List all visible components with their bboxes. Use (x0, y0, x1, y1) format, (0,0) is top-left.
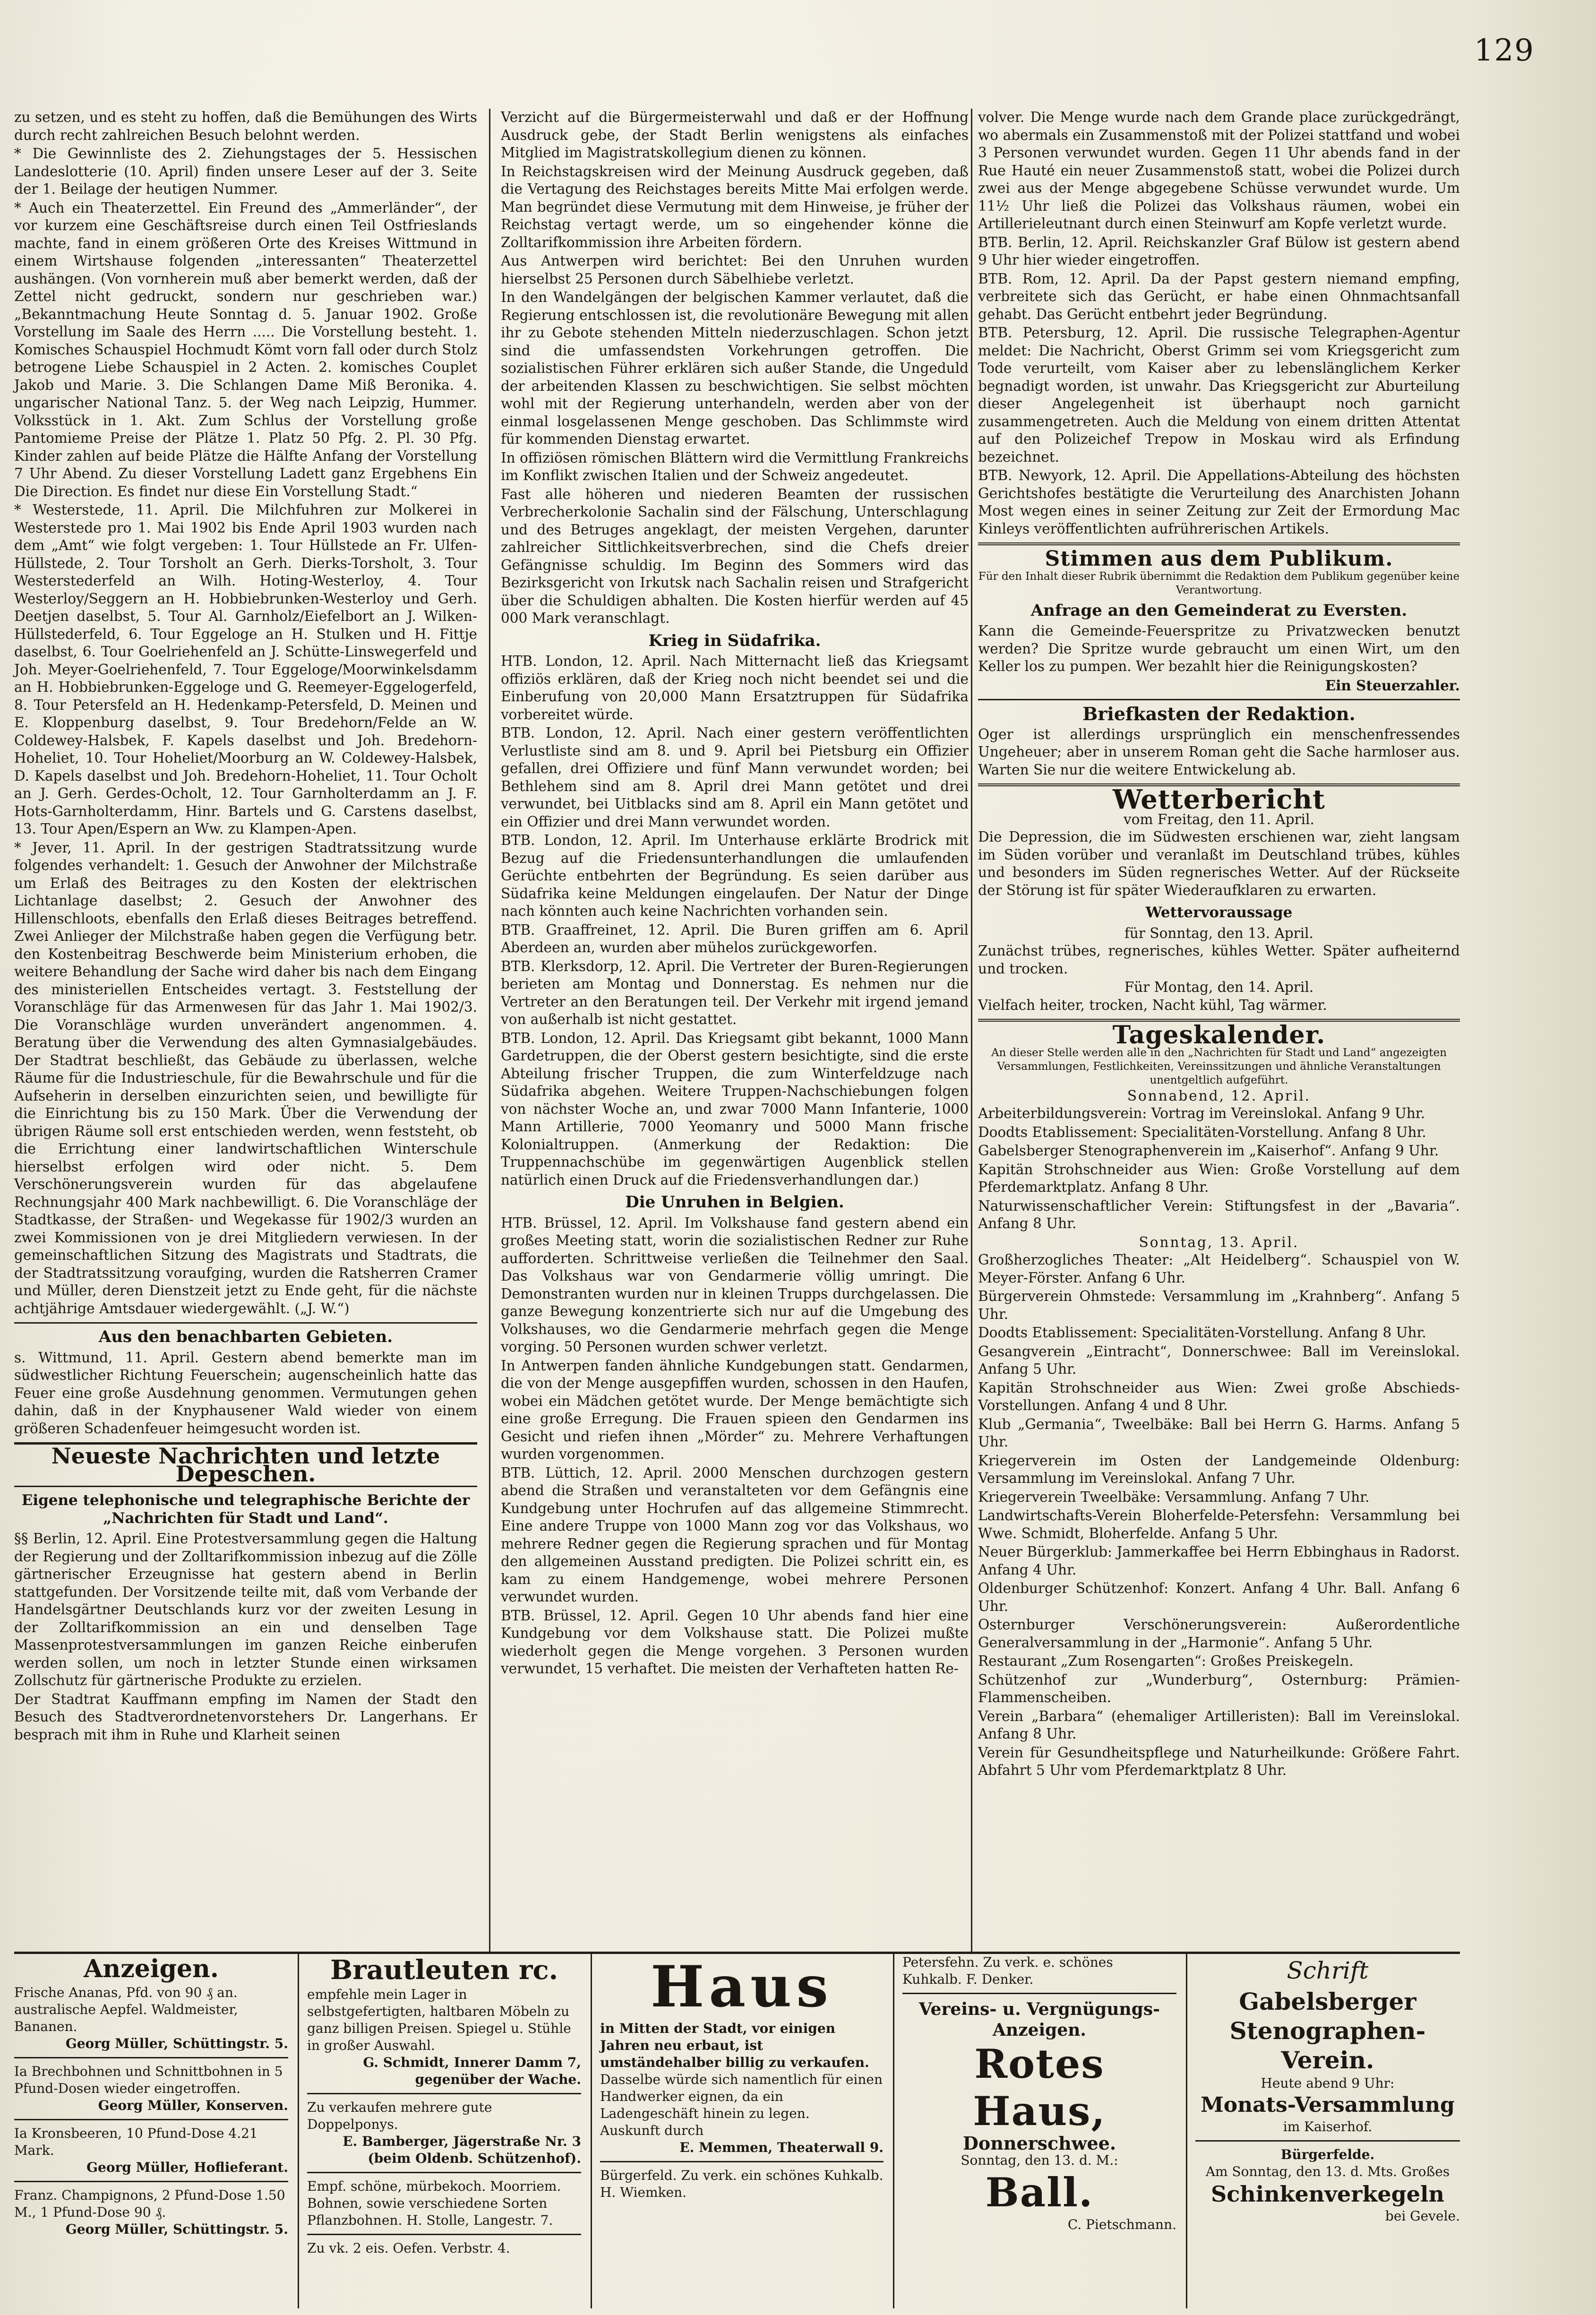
article-london-1: HTB. London, 12. April. Nach Mitternacht ließ das Kriegsamt offiziös erklären, daß der Krieg noch nicht beendet sei und die Einberufung von 20,000 Mann Ersatztruppen für Südafrika vorbereitet würde. (501, 653, 969, 723)
article-buelow: BTB. Berlin, 12. April. Reichskanzler Graf Bülow ist gestern abend 9 Uhr hier wieder eingetroffen. (978, 234, 1460, 268)
voraussage-text-2: Vielfach heiter, trocken, Nacht kühl, Tag wärmer. (978, 997, 1327, 1013)
calendar-entry: Großherzogliches Theater: „Alt Heidelberg“. Schauspiel von W. Meyer-Förster. Anfang 6 Uhr. (978, 1252, 1460, 1286)
ad-gabelsberger (1195, 1954, 1460, 2225)
page-number: 129 (1474, 33, 1535, 68)
calendar-entry: Gesangverein „Eintracht“, Donnerschwee: Ball im Vereinslokal. Anfang 5 Uhr. (978, 1343, 1460, 1377)
voraussage-day-2: Für Montag, den 14. April. (1124, 979, 1314, 995)
section-heading-nachbar: Aus den benachbarten Gebieten. (98, 1327, 393, 1346)
column-rule (489, 109, 490, 1952)
section-heading-stimmen: Stimmen aus dem Publikum. (1045, 547, 1393, 571)
article-briefkasten: Oger ist allerdings ursprünglich ein menschenfressendes Ungeheuer; aber in unserem Roman geht die Sache harmloser aus. Warten Sie nur die weitere Entwickelung ab. (978, 726, 1460, 778)
ad-line: Franz. Champignons, 2 Pfund-Dose 1.50 M., 1 Pfund-Dose 90 ₰. (14, 2187, 285, 2220)
ad-separator (298, 1954, 299, 2308)
column-1 (14, 109, 477, 1745)
divider (14, 2119, 288, 2120)
ad-line: Auskunft durch (600, 2123, 704, 2138)
calendar-entry: Neuer Bürgerklub: Jammerkaffee bei Herrn Ebbinghaus in Radorst. Anfang 4 Uhr. (978, 1544, 1460, 1578)
article-wittmund: s. Wittmund, 11. April. Gestern abend bemerkte man im südwestlicher Richtung Feuerschein; augenscheinlich hatte das Feuer eine große Ausdehnung genommen. Vermutungen gehen dahin, daß in der Knyphausener Wald wieder von einem größeren Schadenfeuer heimgesucht worden ist. (14, 1349, 477, 1437)
ad-rotes-haus (902, 1954, 1176, 2233)
calendar-entry: Klub „Germania“, Tweelbäke: Ball bei Herrn G. Harms. Anfang 5 Uhr. (978, 1416, 1460, 1450)
ad-line: Dasselbe würde sich namentlich für einen Handwerker eignen, da ein Ladengeschäft hinein zu legen. (600, 2072, 883, 2121)
ad-line: Heute abend 9 Uhr: (1261, 2075, 1395, 2091)
column-2 (501, 109, 969, 1679)
ad-title: Anzeigen. (84, 1954, 219, 1983)
article-lottery: * Die Gewinnliste des 2. Ziehungstages der 5. Hessischen Landeslotterie (10. April) finden unsere Leser auf der 3. Seite der 1. Beilage der heutigen Nummer. (14, 146, 477, 197)
calendar-entry: Kriegerverein Tweelbäke: Versammlung. Anfang 7 Uhr. (978, 1489, 1370, 1505)
ad-line: empfehle mein Lager in selbstgefertigten, haltbaren Möbeln zu ganz billigen Preisen. Spiegel u. Stühle in großer Auswahl. (307, 1987, 571, 2053)
ad-line: Empf. schöne, mürbekoch. Moorriem. Bohnen, sowie verschiedene Sorten Pflanzbohnen. H. Stolle, Langestr. 7. (307, 2178, 561, 2228)
advertisements-section (14, 1952, 1460, 2313)
heading-anfrage: Anfrage an den Gemeinderat zu Eversten. (1030, 601, 1407, 620)
ad-separator (1186, 1954, 1187, 2308)
ad-line: Donnerschwee. (962, 2133, 1116, 2154)
divider (902, 1993, 1176, 1994)
article-bruessel-2: BTB. Brüssel, 12. April. Gegen 10 Uhr abends fand hier eine Kundgebung vor dem Volkshause statt. Die Polizei mußte wiederholt gegen die Menge vorgehen. 3 Personen wurden verwundet, 15 verhaftet. Die meisten der Verhafteten hatten Re- (501, 1607, 969, 1677)
ad-line: G. Schmidt, Innerer Damm 7, gegenüber der Wache. (363, 2055, 581, 2087)
divider (14, 2181, 288, 2182)
column-3 (978, 109, 1460, 1781)
ad-rotes-haus-name: Rotes Haus, (973, 2040, 1106, 2134)
section-heading-neueste: Neueste Nachrichten und letzte Depeschen. (14, 1442, 477, 1487)
ad-line: C. Pietschmann. (1067, 2217, 1176, 2232)
ad-anzeigen (14, 1954, 288, 2238)
ad-line: bei Gevele. (1385, 2208, 1460, 2224)
article-bruessel-cont: volver. Die Menge wurde nach dem Grande place zurückgedrängt, wo abermals ein Zusammenstoß mit der Polizei stattfand und wobei 3 Personen verwundet wurden. Gegen 11 Uhr abends fand in der Rue Hauté ein neuer Zusammenstoß statt, wobei die Polizei durch zwei aus der Menge abgegebene Schüsse verwundet wurde. Um 11½ Uhr ließ die Polizei das Volkshaus räumen, wobei ein Artillerieleutnant durch einen Steinwurf am Kopfe verletzt wurde. (978, 109, 1460, 232)
stimmen-note: Für den Inhalt dieser Rubrik übernimmt die Redaktion dem Publikum gegenüber keine Verantwortung. (978, 570, 1460, 596)
calendar-date: Sonntag, 13. April. (1139, 1234, 1299, 1250)
ad-separator (591, 1954, 592, 2308)
tageskalender-note: An dieser Stelle werden alle in den „Nachrichten für Stadt und Land“ angezeigten Versammlungen, Festlichkeiten, Vereinssitzungen und ähnliche Veranstaltungen unentgeltlich aufgeführt. (991, 1046, 1447, 1086)
ad-title: Brautleuten rc. (330, 1954, 558, 1986)
ad-haus (600, 1954, 884, 2201)
divider (307, 2172, 581, 2173)
ad-title: Gabelsberger Stenographen-Verein. (1229, 1988, 1426, 2074)
ad-brautleuten (307, 1954, 581, 2257)
article-bruessel-1: HTB. Brüssel, 12. April. Im Volkshause fand gestern abend ein großes Meeting statt, worin die sozialistischen Redner zur Ruhe aufforderten. Schrittweise verließen die Teilnehmer den Saal. Das Volkshaus war von Gendarmerie völlig umringt. Die Demonstranten wurden nur in kleinen Trupps durchgelassen. Die ganze Bewegung konzentrierte sich nur auf die Umgebung des Volkshauses, wo die Gendarmerie mehrfach gegen die Menge vorging. 50 Personen wurden schwer verletzt. (501, 1214, 969, 1355)
calendar-entry: Restaurant „Zum Rosengarten“: Großes Preiskegeln. (978, 1653, 1354, 1669)
section-heading-tageskalender: Tageskalender. (1112, 1021, 1326, 1050)
article-london-3: BTB. London, 12. April. Im Unterhause erklärte Brodrick mit Bezug auf die Friedensunterhandlungen die umlaufenden Gerüchte entbehrten der Begründung. Es seien darüber aus Südafrika keine Meldungen eingelaufen. Der Natur der Dinge nach könnten auch keine Nachrichten vorhanden sein. (501, 832, 969, 919)
calendar-entry: Kapitän Strohschneider aus Wien: Zwei große Abschieds-Vorstellungen. Anfang 4 und 8 Uhr. (978, 1379, 1460, 1413)
calendar-entry: Doodts Etablissement: Specialitäten-Vorstellung. Anfang 8 Uhr. (978, 1325, 1426, 1341)
calendar-entry: Osternburger Verschönerungsverein: Außerordentliche Generalversammlung in der „Harmonie“. Anfang 5 Uhr. (978, 1617, 1460, 1651)
calendar-entry: Kapitän Strohschneider aus Wien: Große Vorstellung auf dem Pferdemarktplatz. Anfang 8 Uhr. (978, 1161, 1460, 1195)
article-london-2: BTB. London, 12. April. Nach einer gestern veröffentlichten Verlustliste sind am 8. und 9. April bei Pietsburg ein Offizier gefallen, drei Offiziere und fünf Mann verwundet worden; bei Bethlehem sind am 8. April drei Mann getötet und drei verwundet, bei Uitblacks sind am 8. April ein Mann getötet und ein Offizier und drei Mann verwundet worden. (501, 725, 969, 830)
calendar-entry: Verein „Barbara“ (ehemaliger Artilleristen): Ball im Vereinslokal. Anfang 8 Uhr. (978, 1708, 1460, 1742)
calendar-entry: Schützenhof zur „Wunderburg“, Osternburg: Prämien-Flammenscheiben. (978, 1671, 1460, 1705)
shorthand-signature: Schrift (1287, 1957, 1369, 1984)
article-petersburg: BTB. Petersburg, 12. April. Die russische Telegraphen-Agentur meldet: Die Nachricht, Oberst Grimm sei vom Kriegsgericht zum Tode verurteilt, vom Kaiser aber zu lebenslänglichem Kerker begnadigt worden, ist unwahr. Das Kriegsgericht zur Aburteilung dieser Angelegenheit ist überhaupt noch garnicht zusammengetreten. Auch die Meldung von einem dritten Attentat auf den Polizeichef Trepow in Moskau wird als Erfindung bezeichnet. (978, 325, 1460, 465)
ad-line: E. Bamberger, Jägerstraße Nr. 3 (beim Oldenb. Schützenhof). (343, 2134, 581, 2166)
calendar-entry: Bürgerverein Ohmstede: Versammlung im „Krahnberg“. Anfang 5 Uhr. (978, 1288, 1460, 1322)
ad-line: Schinkenverkegeln (1211, 2181, 1444, 2207)
calendar-date: Sonnabend, 12. April. (1127, 1087, 1311, 1104)
article-rom: BTB. Rom, 12. April. Da der Papst gestern niemand empfing, verbreitete sich das Gerücht, er habe einen Ohnmachtsanfall gehabt. Das Gerücht entbehrt jeder Begründung. (978, 270, 1460, 322)
ad-title: Vereins- u. Vergnügungs-Anzeigen. (918, 1999, 1160, 2040)
article-graaffreinet: BTB. Graaffreinet, 12. April. Die Buren griffen am 6. April Aberdeen an, wurden aber mühelos zurückgeworfen. (501, 921, 969, 955)
article-westerstede: * Westerstede, 11. April. Die Milchfuhren zur Molkerei in Westerstede pro 1. Mai 1902 bis Ende April 1903 wurden nach dem „Amt“ wie folgt vergeben: 1. Tour Hüllstede an Fr. Ulfen-Hüllstede, 2. Tour Torsholt an Gerh. Dierks-Torsholt, 3. Tour Westerstederfeld an Wilh. Hoting-Westerloy, 4. Tour Westerloy/Seggern an H. Hobbiebrunken-Westerloy und Gerh. Deetjen daselbst, 5. Tour Al. Garnholz/Eiefelbort an J. Wilken-Hüllstederfeld, 6. Tour Eggeloge an H. Stulken und H. Fittje daselbst, 6. Tour Goelriehenfeld an J. Schütte-Linswegerfeld und Joh. Meyer-Goelriehenfeld, 7. Tour Eggeloge/Moorwinkelsdamm an H. Hobbiebrunken-Eggeloge und G. Reemeyer-Eggelogerfeld, 8. Tour Petersfeld an H. Hedenkamp-Petersfeld, D. Meinen und E. Kloppenburg daselbst, 9. Tour Bredehorn/Felde an W. Coldewey-Halsbek, F. Kapels daselbst und Joh. Bredehorn-Hoheliet, 10. Tour Hoheliet/Moorburg an W. Coldewey-Halsbek, D. Kapels daselbst und Joh. Bredehorn-Hoheliet, 11. Tour Ocholt an J. Gerh. Gerdes-Ocholt, 12. Tour Garnholterdamm an J. F. Hots-Garnholterdamm, Hinr. Bartels und G. Carstens daselbst, 13. Tour Apen/Espern an Ww. zu Klampen-Apen. (14, 502, 477, 837)
ad-line: Zu verkaufen mehrere gute Doppelponys. (307, 2100, 492, 2132)
article-text: Verzicht auf die Bürgermeisterwahl und daß er der Hoffnung Ausdruck gebe, der Stadt Berlin wenigstens als einfaches Mitglied im Magistratskollegium dienen zu können. (501, 109, 969, 161)
ad-line: Zu vk. 2 eis. Oefen. Verbstr. 4. (307, 2240, 510, 2256)
column-rule (971, 109, 972, 1952)
divider (307, 2234, 581, 2235)
calendar-entry: Doodts Etablissement: Specialitäten-Vorstellung. Anfang 8 Uhr. (978, 1124, 1426, 1140)
ad-line: im Kaiserhof. (1283, 2119, 1373, 2134)
article-newyork: BTB. Newyork, 12. April. Die Appellations-Abteilung des höchsten Gerichtshofes bestätigte die Verurteilung des Anarchisten Johann Most wegen eines in seiner Zeitung zur Zeit der Ermordung Mac Kinleys veröffentlichten aufrührerischen Artikels. (978, 467, 1460, 537)
voraussage-day-1: für Sonntag, den 13. April. (1124, 925, 1313, 941)
ad-line: Sonntag, den 13. d. M.: (961, 2152, 1118, 2168)
ad-line: Georg Müller, Hoflieferant. (86, 2160, 288, 2175)
ad-line: Georg Müller, Schüttingstr. 5. (65, 2036, 288, 2051)
article-theaterzettel: * Auch ein Theaterzettel. Ein Freund des „Ammerländer“, der vor kurzem eine Geschäftsreise durch einen Teil Ostfrieslands machte, fand in einem größeren Orte des Kreises Wittmund in einem Wirtshause folgenden „interessanten“ Theaterzettel aushängen. (Von vornherein muß aber bemerkt werden, daß der Zettel nicht gedruckt, sondern nur geschrieben war.) „Bekanntmachung Heute Sonntag d. 5. Januar 1902. Große Vorstellung im Saale des Herrn ..... Die Vorstellung besteht. 1. Komisches Schauspiel Hochmudt Kömt vorn fall oder durch Stolz betrogene Liebe Schauspiel in 2 Acten. 2. komisches Couplet Jakob und Marie. 3. Die Schlangen Dame Miß Beronika. 4. ungarischer National Tanz. 5. der Weg nach Leipzig, Hummer. Volksstück in 1. Akt. Zum Schlus der Vorstellung große Pantomieme Preise der Plätze 1. Platz 50 Pfg. 2. Pl. 30 Pfg. Kinder zahlen auf beide Plätze die Hälfte Anfang der Vorstellung 7 Uhr Abend. Zu dieser Vorstellung Ladett ganz Ergebhens Ein Die Direction. Es findet nur diese Ein Vorstellung Stadt.“ (14, 199, 477, 499)
article-belgische-kammer: In den Wandelgängen der belgischen Kammer verlautet, daß die Regierung entschlossen ist, die revolutionäre Bewegung mit allen ihr zu Gebote stehenden Mitteln niederzuschlagen. Schon jetzt sind die umfassendsten Vorkehrungen getroffen. Die sozialistischen Führer erklären sich außer Stande, die Ungeduld der arbeitenden Klassen zu beschwichtigen. Sie selbst möchten wohl mit der Regierung unterhandeln, werden aber von der einmal losgelassenen Menge geschoben. Das Schlimmste wird für kommenden Dienstag erwartet. (501, 289, 969, 447)
ad-line: Petersfehn. Zu verk. e. schönes Kuhkalb. F. Denker. (902, 1954, 1113, 1987)
article-berlin-protest: §§ Berlin, 12. April. Eine Protestversammlung gegen die Haltung der Regierung und der Zolltarifkommission inbezug auf die Zölle gärtnerischer Erzeugnisse hat gestern abend in Berlin stattgefunden. Der Vorsitzende teilte mit, daß vom Verbande der Handelsgärtner Deutschlands kurz vor der zweiten Lesung in der Zolltarifkommission an ein und denselben Tage Massenprotestversammlungen im ganzen Reiche einberufen werden sollen, um noch in letzter Stunde einen wirksamen Zollschutz für gärtnerische Produkte zu erzielen. (14, 1531, 477, 1688)
ad-line: Am Sonntag, den 13. d. Mts. Großes (1205, 2164, 1450, 2179)
divider (600, 2161, 884, 2162)
article-klerksdorp: BTB. Klerksdorp, 12. April. Die Vertreter der Buren-Regierungen berieten am Montag und Donnerstag. Es nehmen nur die Vertreter an den Beratungen teil. Der Verkehr mit irgend jemand von außerhalb ist nicht gestattet. (501, 958, 969, 1027)
article-sachalin: Fast alle höheren und niederen Beamten der russischen Verbrecherkolonie Sachalin sind der Fälschung, Unterschlagung und des Betruges angeklagt, der meisten Vergehen, darunter zahlreicher Sittlichkeitsverbrechen, sind die Chefs dreier Gefängnisse schuldig. Im Beginn des Sommers wird das Bezirksgericht von Irkutsk nach Sachalin reisen und Strafgericht über die Schuldigen abhalten. Die Kosten hierfür werden auf 45 000 Mark veranschlagt. (501, 486, 969, 626)
ad-line: Georg Müller, Schüttingstr. 5. (65, 2221, 288, 2237)
section-heading-krieg: Krieg in Südafrika. (648, 631, 821, 650)
ad-title-haus: Haus (651, 1954, 833, 2020)
heading-wettervoraussage: Wettervoraussage (1145, 904, 1293, 921)
ad-line: Bürgerfeld. Zu verk. ein schönes Kuhkalb. H. Wiemken. (600, 2168, 884, 2200)
article-london-4: BTB. London, 12. April. Das Kriegsamt gibt bekannt, 1000 Mann Gardetruppen, die der Oberst gestern besichtigte, sind die erste Abteilung frischer Truppen, die zum Winterfeldzuge nach Südafrika abgehen. Weitere Truppen-Nachschiebungen folgen von nächster Woche an, und zwar 7000 Mann Infanterie, 1000 Mann Artillerie, 7000 Yeomanry und 5000 Mann frische Kolonialtruppen. (Anmerkung der Redaktion: Die Truppennachschübe im gegenwärtigen Augenblick stellen natürlich einen Druck auf die Friedensverhandlungen dar.) (501, 1030, 969, 1188)
section-heading-wetter: Wetterbericht (1112, 784, 1326, 815)
ad-line: Georg Müller, Konserven. (98, 2098, 288, 2113)
article-luettich: BTB. Lüttich, 12. April. 2000 Menschen durchzogen gestern abend die Straßen und veranstalteten vor dem Gefängnis eine Kundgebung unter Hochrufen auf das allgemeine Stimmrecht. Eine andere Truppe von 1000 Mann zog vor das Volkshaus, wo mehrere Redner gegen die Regierung sprachen und für Montag den allgemeinen Ausstand predigten. Die Polizei schritt ein, es kam zu einem Handgemenge, wobei mehrere Personen verwundet wurden. (501, 1464, 969, 1605)
calendar-entry: Arbeiterbildungsverein: Vortrag im Vereinslokal. Anfang 9 Uhr. (978, 1105, 1425, 1121)
calendar-entry: Verein für Gesundheitspflege und Naturheilkunde: Größere Fahrt. Abfahrt 5 Uhr vom Pferdemarktplatz 8 Uhr. (978, 1744, 1460, 1778)
signature-steuerzahler: Ein Steuerzahler. (1325, 677, 1460, 694)
divider (1195, 2140, 1460, 2142)
voraussage-text-1: Zunächst trübes, regnerisches, kühles Wetter. Später aufheiternd und trocken. (978, 943, 1460, 977)
article-kauffmann: Der Stadtrat Kauffmann empfing im Namen der Stadt den Besuch des Stadtverordnetenvorstehers Dr. Langerhans. Er besprach mit ihm in Ruhe und Klarheit seinen (14, 1691, 477, 1743)
wetter-subtitle: vom Freitag, den 11. April. (1124, 811, 1314, 827)
ad-line: in Mitten der Stadt, vor einigen Jahren neu erbaut, ist umständehalber billig zu verkaufen. (600, 2021, 869, 2070)
article-jever: * Jever, 11. April. In der gestrigen Stadtratssitzung wurde folgendes verhandelt: 1. Gesuch der Anwohner der Milchstraße um Erlaß des Beitrages zu den Kosten der elektrischen Lichtanlage daselbst; 2. Gesuch der Anwohner des Hillenschloots, ebenfalls den Erlaß dieses Beitrages betreffend. Zwei Anlieger der Milchstraße haben gegen die Verfügung betr. den Kostenbeitrag Beschwerde beim Ministerium erhoben, die weitere Behandlung der Sache wird daher bis nach dem Eingang des ministeriellen Entscheides vertagt. 3. Feststellung der Voranschläge für das Armenwesen für das Jahr 1. Mai 1902/3. Die Voranschläge wurden unverändert angenommen. 4. Beratung über die Verwendung des alten Gymnasialgebäudes. Der Stadtrat beschließt, das Gebäude zu überlassen, welche Räume für die Industrieschule, für die Bewahrschule und für die Aufseherin in derselben einzurichten seien, und bewilligte für die Einrichtung bis zu 150 Mark. Über die Verwendung der übrigen Räume soll erst entschieden werden, wenn feststeht, ob die Errichtung einer landwirtschaftlichen Winterschule hierselbst erfolgen wird oder nicht. 5. Dem Verschönerungsverein wurden für das abgelaufene Rechnungsjahr 400 Mark nachbewilligt. 6. Die Voranschläge der Stadtkasse, der Straßen- und Wegekasse für 1902/3 wurden an zwei Kommissionen von je drei Mitgliedern verwiesen. In der gemeinschaftlichen Sitzung des Magistrats und Stadtrats, die der Stadtratssitzung voraufging, wurden die Ratsherren Cramer und Müller, deren Dienstzeit jetzt zu Ende geht, für die nächste achtjährige Amtsdauer wiedergewählt. („J. W.“) (14, 839, 477, 1317)
ad-line: Ia Kronsbeeren, 10 Pfund-Dose 4.21 Mark. (14, 2126, 258, 2158)
ad-line: E. Memmen, Theaterwall 9. (679, 2140, 884, 2155)
ad-line: Monats-Versammlung (1201, 2093, 1455, 2117)
divider (978, 699, 1460, 700)
section-heading-briefkasten: Briefkasten der Redaktion. (1082, 703, 1356, 724)
divider (14, 1322, 477, 1324)
ad-separator (893, 1954, 894, 2308)
article-text: zu setzen, und es steht zu hoffen, daß die Bemühungen des Wirts durch recht zahlreichen Besuch belohnt werden. (14, 109, 477, 143)
article-vermittlung: In offiziösen römischen Blättern wird die Vermittlung Frankreichs im Konflikt zwischen Italien und der Schweiz angedeutet. (501, 449, 969, 483)
ad-line: Bürgerfelde. (1280, 2147, 1375, 2162)
divider (307, 2093, 581, 2094)
ad-ball: Ball. (985, 2169, 1094, 2216)
calendar-entry: Gabelsberger Stenographenverein im „Kaiserhof“. Anfang 9 Uhr. (978, 1143, 1439, 1159)
article-anfrage: Kann die Gemeinde-Feuerspritze zu Privatzwecken benutzt werden? Die Spritze wurde gebraucht um einen Wirt, um den Keller los zu pumpen. Wer bezahlt hier die Reinigungskosten? (978, 623, 1460, 674)
calendar-entry: Kriegerverein im Osten der Landgemeinde Oldenburg: Versammlung im Vereinslokal. Anfang 7 Uhr. (978, 1452, 1460, 1486)
section-heading-belgien: Die Unruhen in Belgien. (625, 1193, 844, 1212)
calendar-entry: Oldenburger Schützenhof: Konzert. Anfang 4 Uhr. Ball. Anfang 6 Uhr. (978, 1580, 1460, 1614)
divider (14, 2057, 288, 2058)
subheading-eigene: Eigene telephonische und telegraphische Berichte der „Nachrichten für Stadt und Land“. (21, 1492, 470, 1527)
article-wetter: Die Depression, die im Südwesten erschienen war, zieht langsam im Süden vorüber und veranlaßt im Deutschland trübes, kühles und besonders im Süden regnerisches Wetter. Auf der Rückseite der Störung ist für später Wiederaufklaren zu erwarten. (978, 829, 1460, 898)
article-antwerpen: Aus Antwerpen wird berichtet: Bei den Unruhen wurden hierselbst 25 Personen durch Säbelhiebe verletzt. (501, 253, 969, 287)
divider (978, 542, 1460, 545)
calendar-entry: Landwirtschafts-Verein Bloherfelde-Petersfehn: Versammlung bei Wwe. Schmidt, Bloherfelde. Anfang 5 Uhr. (978, 1507, 1460, 1541)
ad-line: Ia Brechbohnen und Schnittbohnen in 5 Pfund-Dosen wieder eingetroffen. (14, 2064, 283, 2096)
article-reichstag: In Reichstagskreisen wird der Meinung Ausdruck gegeben, daß die Vertagung des Reichstages bereits Mitte Mai erfolgen werde. Man begründet diese Vermutung mit dem Hinweise, je früher der Reichstag vertagt werde, um so eingehender könne die Zolltarifkommission ihre Arbeiten fördern. (501, 163, 969, 250)
ad-line: Frische Ananas, Pfd. von 90 ₰ an. australische Aepfel. Waldmeister, Bananen. (14, 1985, 238, 2034)
calendar-entry: Naturwissenschaftlicher Verein: Stiftungsfest in der „Bavaria“. Anfang 8 Uhr. (978, 1197, 1460, 1231)
article-antwerpen-2: In Antwerpen fanden ähnliche Kundgebungen statt. Gendarmen, die von der Menge ausgepfiffen wurden, schossen in den Haufen, wobei ein Mädchen getötet wurde. Der Menge bemächtigte sich eine große Erregung. Die Frauen spieen den Gendarmen ins Gesicht und riefen ihnen „Mörder“ zu. Mehrere Verhaftungen wurden vorgenommen. (501, 1357, 969, 1462)
